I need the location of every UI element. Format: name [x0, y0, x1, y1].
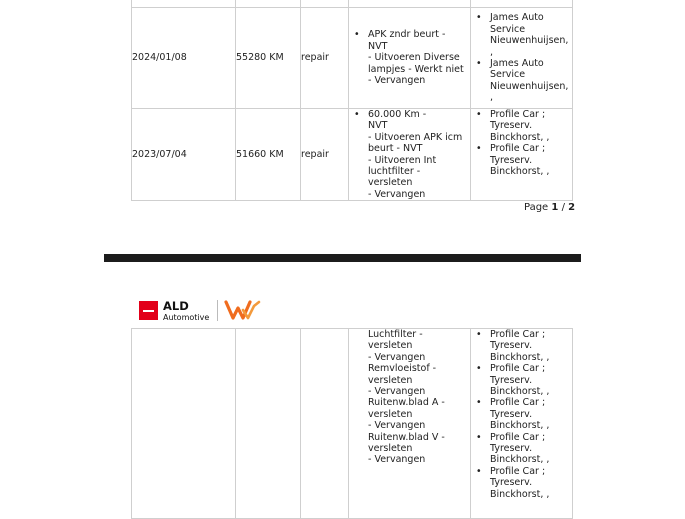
- list-item: • 60.000 Km - NVT - Uitvoeren APK icm beurt - NVT - Uitvoeren Int luchtfilter - versleten - Vervangen: [349, 109, 470, 200]
- page-divider: [104, 254, 581, 262]
- leaseplan-logo-icon: [224, 298, 262, 322]
- work-list: [349, 29, 470, 86]
- garage-cell: [471, 109, 573, 201]
- table-cell: [301, 0, 349, 8]
- service-history-table: [131, 0, 573, 201]
- list-item: • Profile Car ; Tyreserv. Binckhorst, ,: [471, 329, 572, 363]
- list-item: • APK zndr beurt - NVT - Uitvoeren Diverse lampjes - Werkt niet - Vervangen: [349, 29, 470, 86]
- type-cell: repair: [301, 8, 349, 109]
- logo-separator: [217, 300, 218, 321]
- garage-cell: [471, 329, 573, 519]
- date-cell: 2023/07/04: [132, 109, 236, 201]
- table-cell: [471, 0, 573, 8]
- km-cell: 51660 KM: [236, 109, 301, 201]
- page-indicator: Page 1 / 2: [524, 202, 576, 213]
- brand-subtitle: Automotive: [163, 313, 210, 322]
- type-cell: repair: [301, 109, 349, 201]
- work-cell: [349, 8, 471, 109]
- table-cell: [349, 0, 471, 8]
- list-item: • Profile Car ; Tyreserv. Binckhorst, ,: [471, 143, 572, 177]
- work-cell: [349, 109, 471, 201]
- list-item: • Profile Car ; Tyreserv. Binckhorst, ,: [471, 363, 572, 397]
- list-item: • Profile Car ; Tyreserv. Binckhorst, ,: [471, 397, 572, 431]
- brand-name: ALD: [163, 299, 189, 313]
- work-list: [349, 109, 470, 200]
- km-cell: 55280 KM: [236, 8, 301, 109]
- list-item: • Profile Car ; Tyreserv. Binckhorst, ,: [471, 466, 572, 500]
- list-item: • Profile Car ; Tyreserv. Binckhorst, ,: [471, 109, 572, 143]
- table-row: [132, 0, 573, 8]
- km-cell: [236, 329, 301, 519]
- garage-list: [471, 109, 572, 177]
- table-row: [132, 8, 573, 109]
- garage-list: [471, 329, 572, 500]
- date-cell: [132, 329, 236, 519]
- list-item: • James Auto Service Nieuwenhuijsen, ,: [471, 12, 572, 58]
- table-row: [132, 329, 573, 519]
- date-cell: 2024/01/08: [132, 8, 236, 109]
- service-history-table-page2: [131, 328, 573, 519]
- list-item: • James Auto Service Nieuwenhuijsen, ,: [471, 58, 572, 104]
- garage-list: [471, 12, 572, 103]
- type-cell: [301, 329, 349, 519]
- work-cell: Luchtfilter - versleten - Vervangen Remvloeistof - versleten - Vervangen Ruitenw.blad A - versleten - Vervangen Ruitenw.blad V - versleten - Vervangen: [349, 329, 471, 519]
- garage-cell: [471, 8, 573, 109]
- table-cell: [236, 0, 301, 8]
- table-cell: [132, 0, 236, 8]
- list-item: • Profile Car ; Tyreserv. Binckhorst, ,: [471, 432, 572, 466]
- table-row: [132, 109, 573, 201]
- ald-logo-icon: [139, 301, 158, 320]
